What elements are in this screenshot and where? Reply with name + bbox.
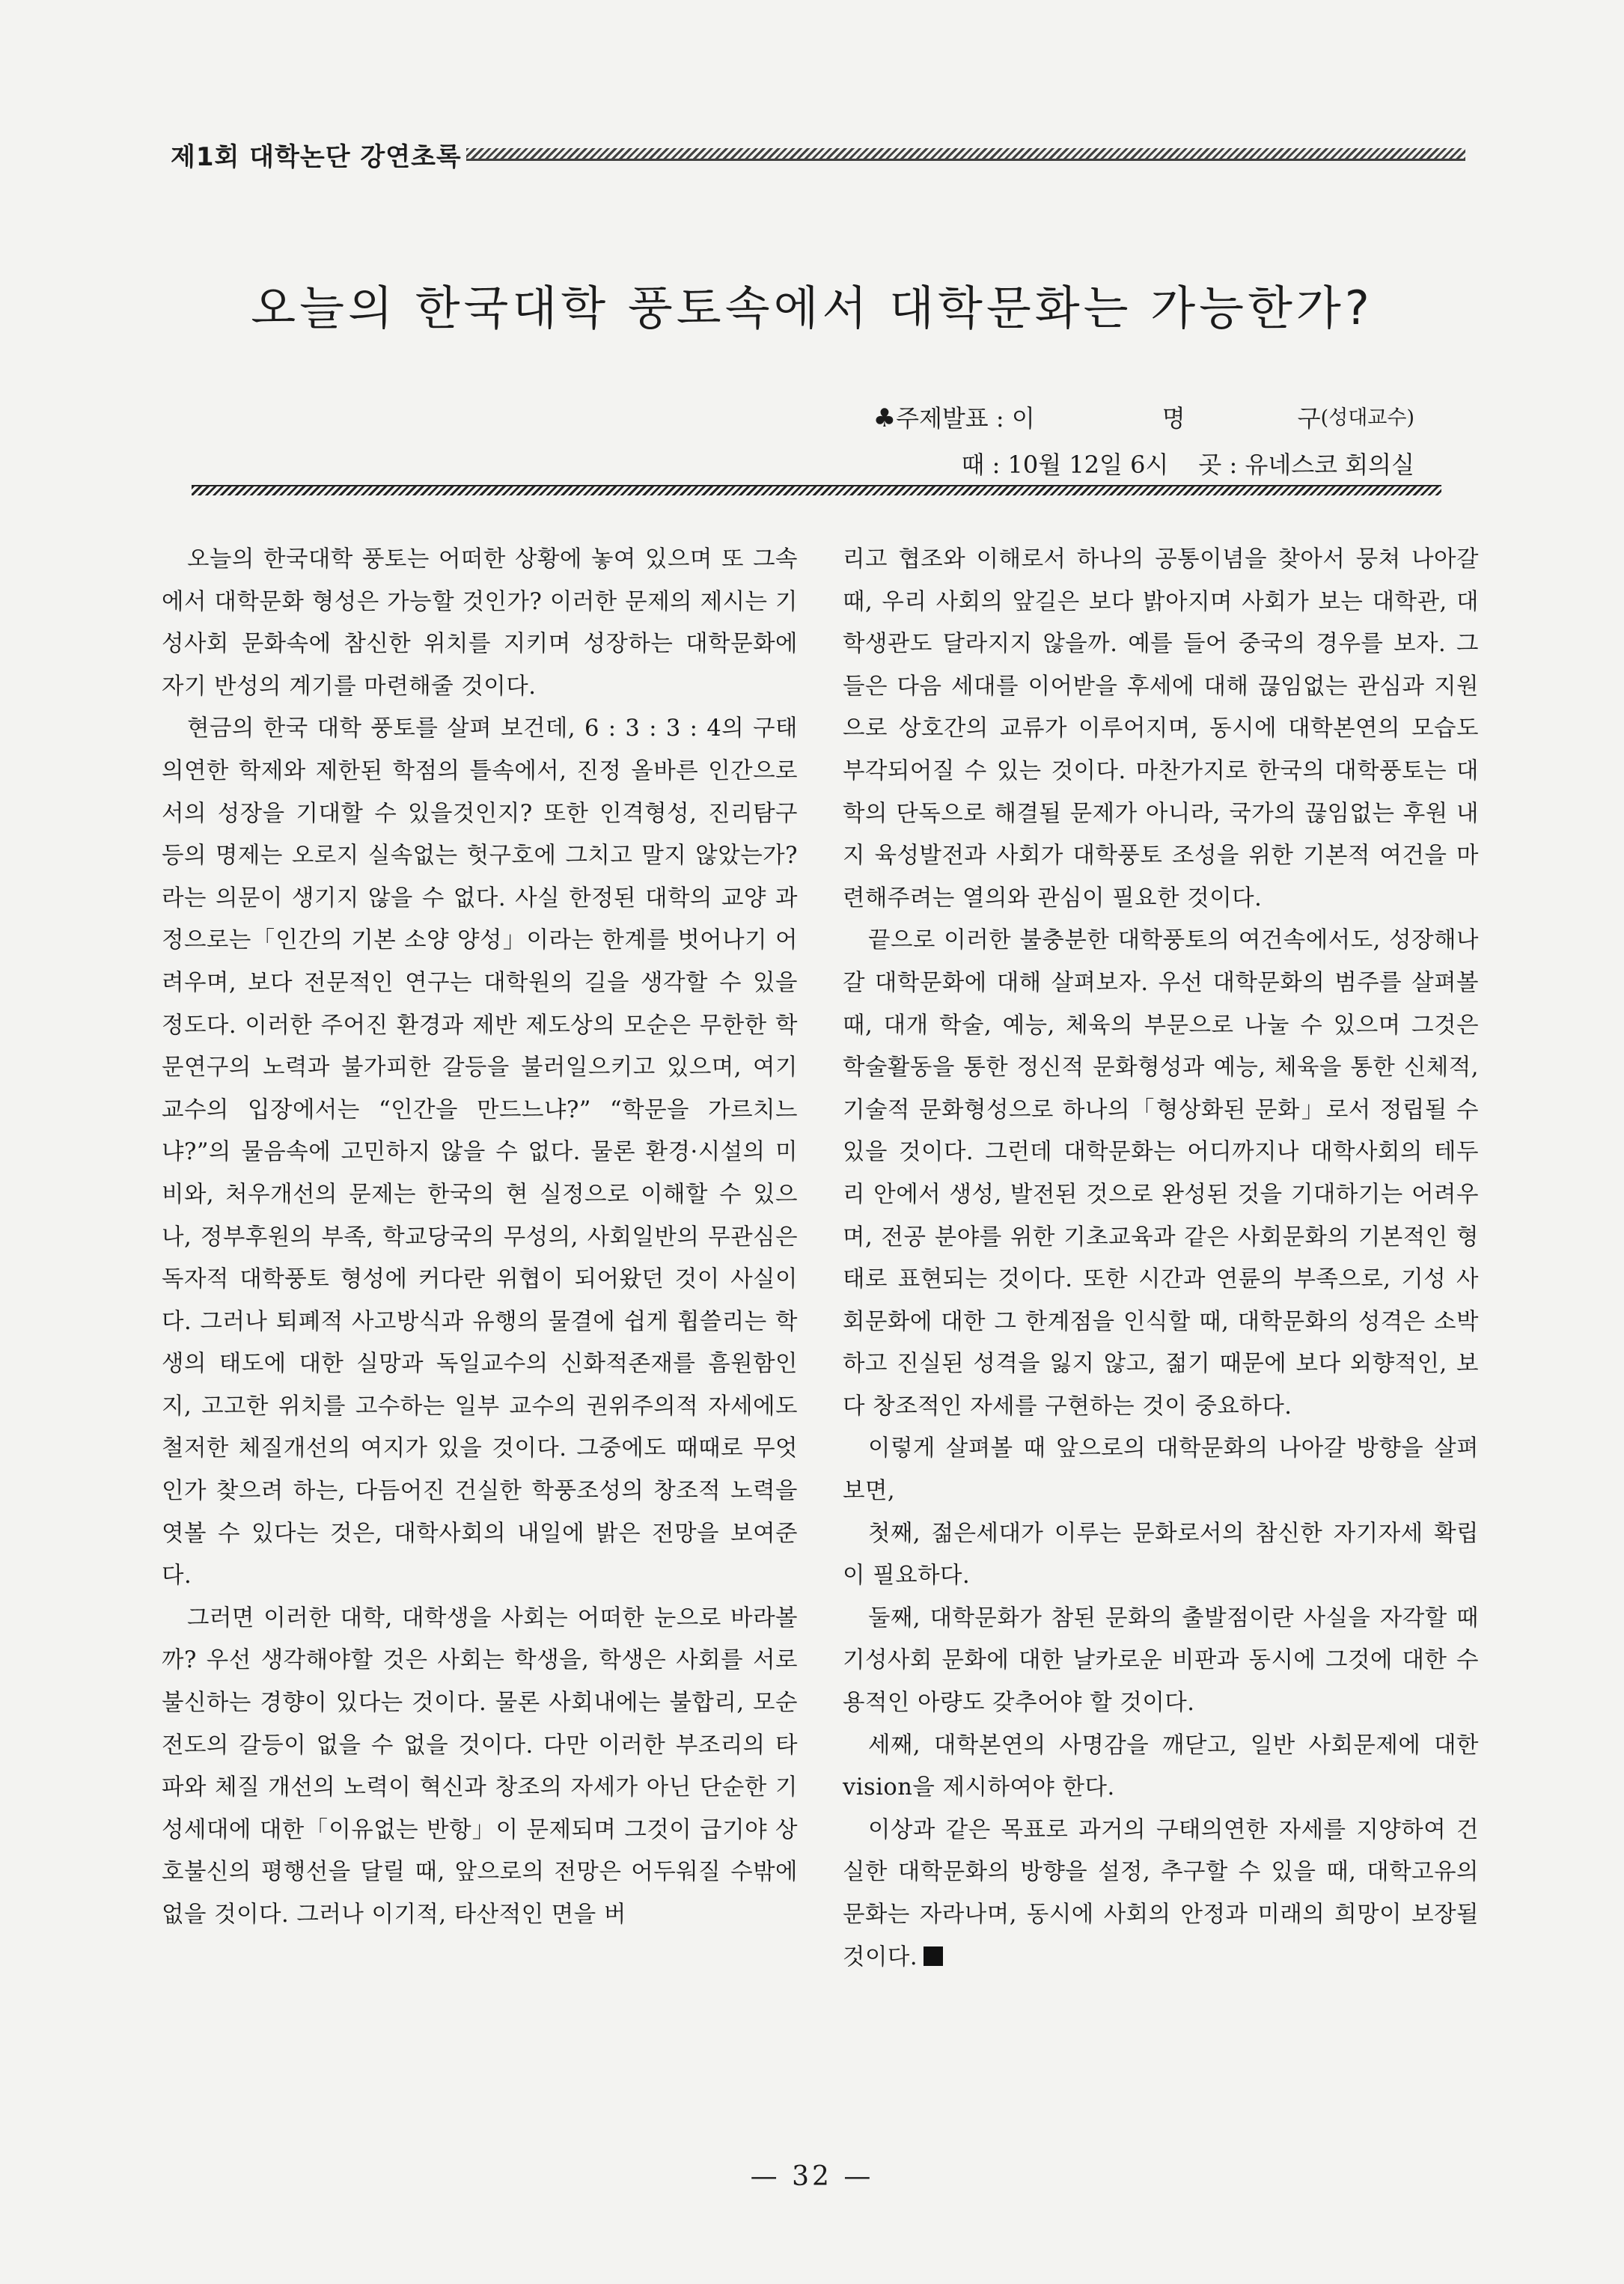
byline <box>846 395 1414 488</box>
speaker-label: 주제발표 : 이 <box>896 404 1035 433</box>
paragraph: 둘째, 대학문화가 참된 문화의 출발점이란 사실을 자각할 때 기성사회 문화에 대한 날카로운 비판과 동시에 그것에 대한 수용적인 아량도 갖추어야 할 것이다. <box>843 1604 1479 1717</box>
speaker-mid: 명 <box>1161 404 1185 433</box>
time-place-row <box>846 442 1414 488</box>
section-rule <box>192 485 1441 495</box>
end-mark-icon <box>924 1946 943 1966</box>
article-title: 오늘의 한국대학 풍토속에서 대학문화는 가능한가? <box>251 280 1373 335</box>
paragraph: 그러면 이러한 대학, 대학생을 사회는 어떠한 눈으로 바라볼까? 우선 생각해야할 것은 사회는 학생을, 학생은 사회를 서로 불신하는 경향이 있다는 것이다. 물론 사회내에는 불합리, 모순 전도의 갈등이 없을 수 없을 것이다. 다만 이러한 부조리의 타파와 체질 개선의 노력이 혁신과 창조의 자세가 아닌 단순한 기성세대에 대한「이유없는 반항」이 문제되며 그것이 급기야 상호불신의 평행선을 달릴 때, 앞으로의 전망은 어두워질 수밖에 없을 것이다. 그러나 이기적, 타산적인 면을 버 <box>162 1604 798 1928</box>
paragraph: 첫째, 젊은세대가 이루는 문화로서의 참신한 자기자세 확립이 필요하다. <box>843 1520 1479 1590</box>
paragraph: 오늘의 한국대학 풍토는 어떠한 상황에 놓여 있으며 또 그속에서 대학문화 형성은 가능할 것인가? 이러한 문제의 제시는 기성사회 문화속에 참신한 위치를 지키며 성장하는 대학문화에 자기 반성의 계기를 마련해줄 것이다. <box>162 546 798 700</box>
page-number: — 32 — <box>750 2161 874 2192</box>
right-column <box>843 539 1479 2125</box>
series-header <box>171 132 1465 177</box>
paragraph: 현금의 한국 대학 풍토를 살펴 보건데, 6 : 3 : 3 : 4의 구태의연한 학제와 제한된 학점의 틀속에서, 진정 올바른 인간으로서의 성장을 기대할 수 있을것인지? 또한 인격형성, 진리탐구 등의 명제는 오로지 실속없는 헛구호에 그치고 말지 않았는가? 라는 의문이 생기지 않을 수 없다. 사실 한정된 대학의 교양 과정으로는「인간의 기본 소양 양성」이라는 한계를 벗어나기 어려우며, 보다 전문적인 연구는 대학원의 길을 생각할 수 있을 정도다. 이러한 주어진 환경과 제반 제도상의 모순은 무한한 학문연구의 노력과 불가피한 갈등을 불러일으키고 있으며, 여기 교수의 입장에서는 “인간을 만드느냐?” “학문을 가르치느냐?”의 물음속에 고민하지 않을 수 없다. 물론 환경·시설의 미비와, 처우개선의 문제는 한국의 현 실정으로 이해할 수 있으나, 정부후원의 부족, 학교당국의 무성의, 사회일반의 무관심은 독자적 대학풍토 형성에 커다란 위협이 되어왔던 것이 사실이다. 그러나 퇴폐적 사고방식과 유행의 물결에 쉽게 휩쓸리는 학생의 태도에 대한 실망과 독일교수의 신화적존재를 흠원함인지, 고고한 위치를 고수하는 일부 교수의 권위주의적 자세에도 철저한 체질개선의 여지가 있을 것이다. 그중에도 때때로 무엇인가 찾으려 하는, 다듬어진 건실한 학풍조성의 창조적 노력을 엿볼 수 있다는 것은, 대학사회의 내일에 밝은 전망을 보여준다. <box>162 715 798 1590</box>
wavy-rule <box>466 148 1465 161</box>
left-column <box>162 539 798 2125</box>
paragraph: 세째, 대학본연의 사명감을 깨닫고, 일반 사회문제에 대한 vision을 제시하여야 한다. <box>843 1732 1479 1801</box>
event-time: 때 : 10월 12일 6시 <box>961 451 1169 479</box>
paragraph: 끝으로 이러한 불충분한 대학풍토의 여건속에서도, 성장해나갈 대학문화에 대해 살펴보자. 우선 대학문화의 범주를 살펴볼 때, 대개 학술, 예능, 체육의 부문으로 나눌 수 있으며 그것은 학술활동을 통한 정신적 문화형성과 예능, 체육을 통한 신체적, 기술적 문화형성으로 하나의「형상화된 문화」로서 정립될 수 있을 것이다. 그런데 대학문화는 어디까지나 대학사회의 테두리 안에서 생성, 발전된 것으로 완성된 것을 기대하기는 어려우며, 전공 분야를 위한 기초교육과 같은 사회문화의 기본적인 형태로 표현되는 것이다. 또한 시간과 연륜의 부족으로, 기성 사회문화에 대한 그 한계점을 인식할 때, 대학문화의 성격은 소박하고 진실된 성격을 잃지 않고, 젊기 때문에 보다 외향적인, 보다 창조적인 자세를 구현하는 것이 중요하다. <box>843 927 1479 1420</box>
club-icon: ♣ <box>873 403 897 433</box>
article-body <box>162 539 1479 2125</box>
event-place: 곳 : 유네스코 회의실 <box>1198 451 1414 479</box>
series-label: 제1회 대학논단 강연초록 <box>171 141 462 172</box>
paragraph: 이렇게 살펴볼 때 앞으로의 대학문화의 나아갈 방향을 살펴보면, <box>843 1435 1479 1505</box>
closing-text: 이상과 같은 목표로 과거의 구태의연한 자세를 지양하여 건실한 대학문화의 방향을 설정, 추구할 수 있을 때, 대학고유의 문화는 자라나며, 동시에 사회의 안정과 미래의 희망이 보장될 것이다. <box>843 1816 1479 1970</box>
paragraph: 리고 협조와 이해로서 하나의 공통이념을 찾아서 뭉쳐 나아갈 때, 우리 사회의 앞길은 보다 밝아지며 사회가 보는 대학관, 대학생관도 달라지지 않을까. 예를 들어 중국의 경우를 보자. 그들은 다음 세대를 이어받을 후세에 대해 끊임없는 관심과 지원으로 상호간의 교류가 이루어지며, 동시에 대학본연의 모습도 부각되어질 수 있는 것이다. 마찬가지로 한국의 대학풍토는 대학의 단독으로 해결될 문제가 아니라, 국가의 끊임없는 후원 내지 육성발전과 사회가 대학풍토 조성을 위한 기본적 여건을 마련해주려는 열의와 관심이 필요한 것이다. <box>843 546 1479 912</box>
speaker-affiliation: (성대교수) <box>1320 406 1414 430</box>
closing-paragraph <box>843 1810 1479 1979</box>
speaker-last: 구 <box>1297 404 1321 433</box>
speaker-row <box>846 395 1414 442</box>
